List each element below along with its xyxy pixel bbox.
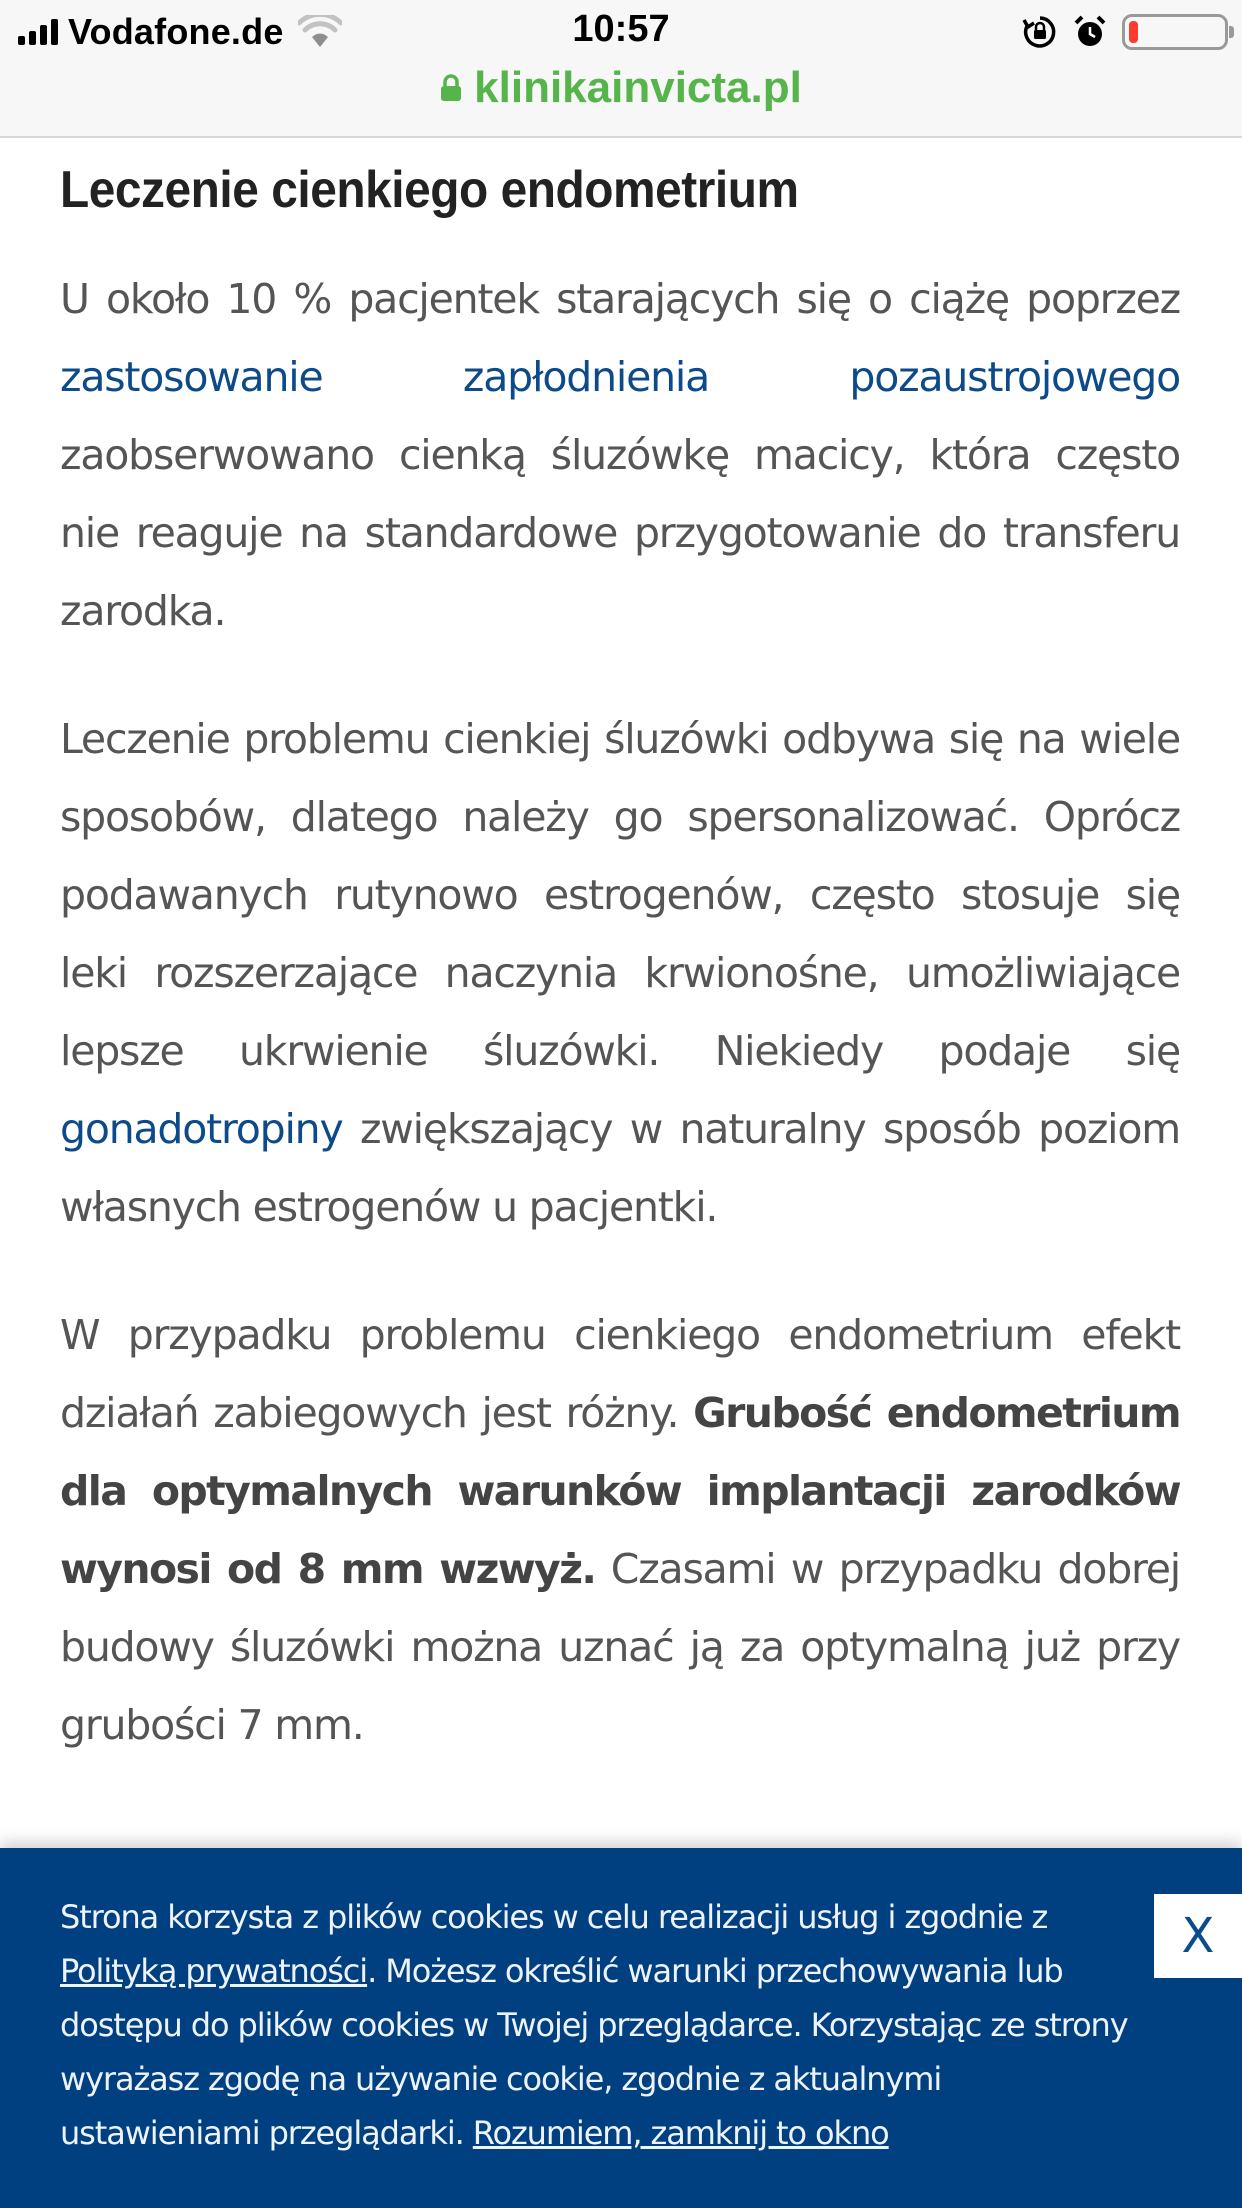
paragraph-treatment	[60, 700, 1180, 1246]
cookie-dismiss-link[interactable]: Rozumiem, zamknij to okno	[472, 2114, 889, 2152]
carrier-name: Vodafone.de	[68, 11, 284, 52]
cookie-banner	[0, 1848, 1242, 2208]
link-ivf[interactable]: zastosowanie zapłodnienia pozaustrojowego	[60, 353, 1180, 401]
paragraph-ivf-thin-lining	[60, 260, 1180, 650]
cookie-banner-text	[60, 1890, 1130, 2160]
privacy-policy-link[interactable]: Polityką prywatności	[60, 1952, 368, 1990]
battery-icon	[1122, 14, 1228, 50]
paragraph-text: U około 10 % pacjentek starających się o ciążę poprzez	[60, 275, 1180, 323]
rotation-lock-icon	[1022, 14, 1058, 50]
url-domain[interactable]: klinikainvicta.pl	[474, 63, 802, 112]
cookie-text: Strona korzysta z plików cookies w celu realizacji usług i zgodnie z	[60, 1898, 1048, 1936]
cookie-text: . Możesz określić warunki przechowywania lub dostępu do plików cookies w Twojej przeglądarce. Korzystając ze strony wyrażasz zgodę na używanie cookie, zgodnie z aktualnymi ustawieniami przeglądarki.	[60, 1952, 1128, 2152]
paragraph-bold-text: Grubość endometrium dla optymalnych warunków implantacji zarodków wynosi od 8 mm wzwyż.	[60, 1389, 1180, 1593]
paragraph-text: zwiększający w naturalny sposób poziom własnych estrogenów u pacjentki.	[60, 1105, 1180, 1231]
paragraph-text: W przypadku problemu cienkiego endometrium efekt działań zabiegowych jest różny.	[60, 1311, 1180, 1437]
paragraph-text: zaobserwowano cienką śluzówkę macicy, która często nie reaguje na standardowe przygotowanie do transferu zarodka.	[60, 431, 1180, 635]
paragraph-text: Leczenie problemu cienkiej śluzówki odbywa się na wiele sposobów, dlatego należy go spersonalizować. Oprócz podawanych rutynowo estrogenów, często stosuje się leki rozszerzające naczynia krwionośne, umożliwiające lepsze ukrwienie śluzówki. Niekiedy podaje się	[60, 715, 1180, 1075]
paragraph-thickness	[60, 1296, 1180, 1764]
article-title: Leczenie cienkiego endometrium	[60, 161, 799, 219]
paragraph-text: Czasami w przypadku dobrej budowy śluzówki można uznać ją za optymalną już przy grubości 7 mm.	[60, 1545, 1180, 1749]
link-gonadotropins[interactable]: gonadotropiny	[60, 1105, 343, 1153]
battery-level	[1129, 21, 1138, 43]
lock-icon	[440, 74, 462, 102]
status-time: 10:57	[572, 8, 670, 50]
status-bar-right	[1022, 12, 1228, 52]
cookie-close-button[interactable]: X	[1154, 1894, 1242, 1978]
article	[60, 160, 1180, 1814]
url-bar[interactable]	[0, 58, 1242, 118]
alarm-clock-icon	[1072, 14, 1108, 50]
browser-top-bar	[0, 0, 1242, 138]
